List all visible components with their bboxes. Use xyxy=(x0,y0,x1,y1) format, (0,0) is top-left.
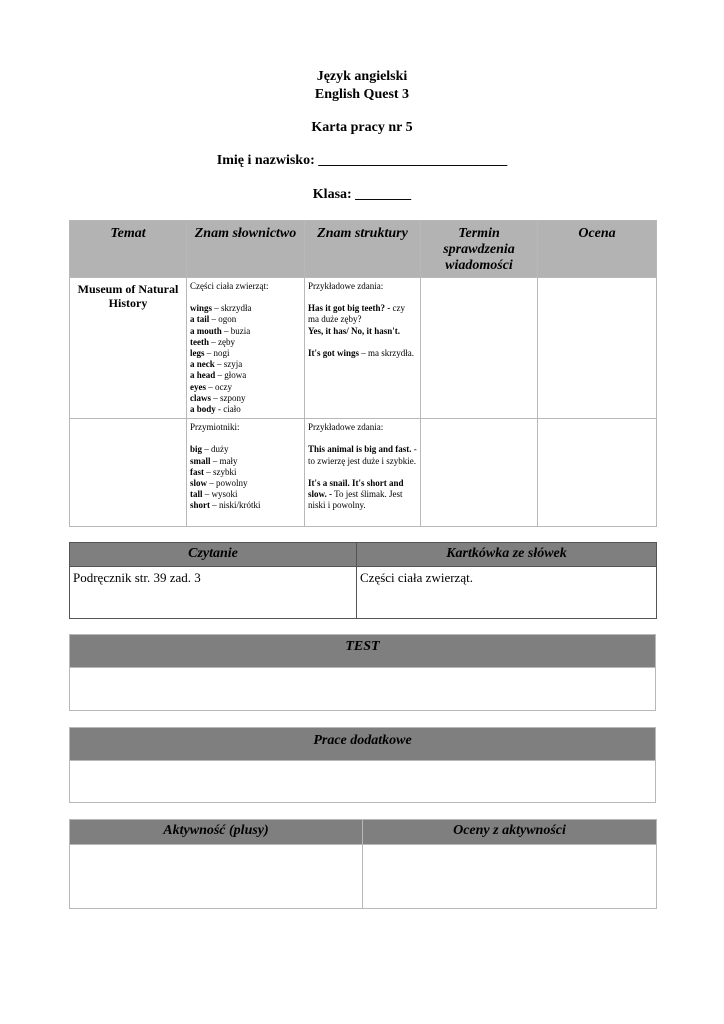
vocab-intro: Przymiotniki: xyxy=(190,422,240,433)
vocab-item: eyes – oczy xyxy=(190,381,232,392)
vocab-item: a body - ciało xyxy=(190,404,241,415)
topic-cell-2 xyxy=(70,419,187,527)
vocab-item: a head – głowa xyxy=(190,370,247,381)
vocab-item: legs – nogi xyxy=(190,348,230,359)
extra-work-table xyxy=(69,727,656,803)
struct-example: This animal is big and fast. - to zwierzę jest duże i szybkie. xyxy=(308,444,417,466)
struct-answer: Yes, it has/ No, it hasn't. xyxy=(308,325,401,336)
reading-cell: Podręcznik str. 39 zad. 3 xyxy=(70,567,357,619)
main-table xyxy=(69,220,657,527)
vocab-item: wings – skrzydła xyxy=(190,303,252,314)
header-structures: Znam struktury xyxy=(305,221,421,278)
check-date-cell-1 xyxy=(421,278,538,419)
activity-header: Aktywność (plusy) xyxy=(70,820,363,845)
header-check-date: Termin sprawdzenia wiadomości xyxy=(421,221,538,278)
check-date-cell-2 xyxy=(421,419,538,527)
activity-grades-header: Oceny z aktywności xyxy=(363,820,657,845)
vocab-item: tall – wysoki xyxy=(190,489,238,500)
extra-work-header: Prace dodatkowe xyxy=(70,728,656,761)
subject-title: Język angielski xyxy=(316,69,408,84)
vocab-item: a mouth – buzia xyxy=(190,325,251,336)
struct-example: It's got wings – ma skrzydła. xyxy=(308,347,414,358)
header-vocabulary: Znam słownictwo xyxy=(187,221,305,278)
test-header: TEST xyxy=(70,635,656,668)
test-table xyxy=(69,634,656,711)
activity-cell xyxy=(70,845,363,909)
vocab-intro: Części ciała zwierząt: xyxy=(190,281,269,291)
header-grade: Ocena xyxy=(538,221,657,278)
struct-question: Has it got big teeth? - czy ma duże zęby? xyxy=(308,303,405,325)
grade-cell-2 xyxy=(538,419,657,527)
vocab-quiz-cell: Części ciała zwierząt. xyxy=(357,567,657,619)
vocab-item: claws – szpony xyxy=(190,392,246,403)
vocab-item: big – duży xyxy=(190,444,229,455)
struct-intro: Przykładowe zdania: xyxy=(308,422,384,433)
struct-intro: Przykładowe zdania: xyxy=(308,281,384,291)
struct-cell-1 xyxy=(305,278,421,419)
vocab-item: fast – szybki xyxy=(190,466,237,477)
extra-work-cell xyxy=(70,761,656,803)
vocab-cell-2 xyxy=(187,419,305,527)
grade-cell-1 xyxy=(538,278,657,419)
vocab-item: small – mały xyxy=(190,455,238,466)
vocab-item: teeth – zęby xyxy=(190,336,235,347)
reading-header: Czytanie xyxy=(70,543,357,567)
vocab-item: a tail – ogon xyxy=(190,314,237,325)
class-field: Klasa: ________ xyxy=(312,187,412,202)
activity-table xyxy=(69,819,657,909)
struct-example: It's a snail. It's short and slow. - To jest ślimak. Jest niski i powolny. xyxy=(308,477,404,511)
topic-cell: Museum of Natural History xyxy=(70,278,187,419)
vocab-item: slow – powolny xyxy=(190,478,248,489)
vocab-cell-1 xyxy=(187,278,305,419)
test-cell xyxy=(70,668,656,711)
header-topic: Temat xyxy=(70,221,187,278)
sheet-title: Karta pracy nr 5 xyxy=(311,120,413,135)
book-title: English Quest 3 xyxy=(314,87,410,102)
activity-grades-cell xyxy=(363,845,657,909)
vocab-item: short – niski/krótki xyxy=(190,500,261,511)
vocab-item: a neck – szyja xyxy=(190,359,243,370)
name-field: Imię i nazwisko: ___________________________ xyxy=(216,153,508,168)
reading-table xyxy=(69,542,657,619)
struct-cell-2 xyxy=(305,419,421,527)
vocab-quiz-header: Kartkówka ze słówek xyxy=(357,543,657,567)
